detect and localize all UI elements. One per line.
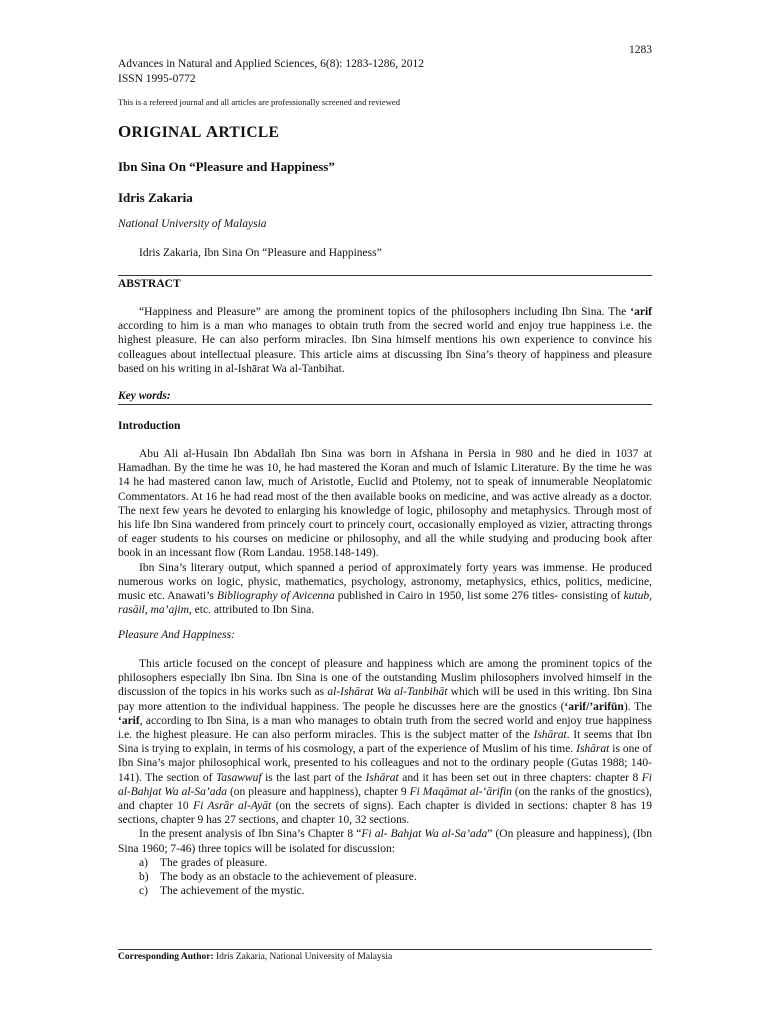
pleasure-paragraph-2: In the present analysis of Ibn Sina’s Chapter 8 “Fi al- Bahjat Wa al-Sa’ada” (On pleasure and happiness), (Ibn Sina 1960; 7-46) three topics will be isolated for discussion: — [118, 828, 652, 855]
corresponding-author: Corresponding Author: Idris Zakaria, National University of Malaysia — [118, 952, 393, 962]
discussion-topics-list — [118, 856, 652, 899]
citation-line: Idris Zakaria, Ibn Sina On “Pleasure and Happiness” — [139, 247, 382, 259]
journal-citation-line: Advances in Natural and Applied Sciences, 6(8): 1283-1286, 2012 — [118, 58, 424, 70]
introduction-heading: Introduction — [118, 420, 181, 432]
refereed-notice: This is a refereed journal and all articles are professionally screened and reviewed — [118, 97, 401, 107]
abstract-text: “Happiness and Pleasure” are among the prominent topics of the philosophers including Ibn Sina. The ‘arif according to him is a man who manages to obtain truth from the secred world and enjoy true happiness i.e. the highest pleasure. He can also perform miracles. Ibn Sina himself mentions his own experience to convince his colleagues about intellectual pleasure. This article aims at discussing Ibn Sina’s theory of happiness and pleasure based on his writing in al-Ishārat Wa al-Tanbihat. — [118, 306, 652, 375]
abstract-heading: ABSTRACT — [118, 278, 181, 290]
divider-keywords — [118, 404, 652, 405]
list-item: a) The grades of pleasure. — [139, 856, 268, 869]
pleasure-happiness-heading: Pleasure And Happiness: — [118, 629, 235, 641]
divider-footer — [118, 949, 652, 950]
intro-paragraph-2: Ibn Sina’s literary output, which spanned a period of approximately forty years was immense. He produced numerous works on logic, physic, mathematics, psychology, astronomy, metaphysics, ethics, politics, medicine, music etc. Anawati’s Bibliography of Avicenna published in Cairo in 1950, list some 276 titles- consisting of kutub, rasāil, ma’ajim, etc. attributed to Ibn Sina. — [118, 561, 653, 617]
journal-info — [118, 57, 424, 86]
list-item: b) The body as an obstacle to the achievement of pleasure. — [139, 871, 417, 884]
list-item: c) The achievement of the mystic. — [139, 885, 305, 898]
issn-line: ISSN 1995-0772 — [118, 72, 196, 85]
pleasure-happiness-body — [118, 657, 652, 898]
introduction-body — [118, 447, 652, 617]
article-type: ORIGINAL ARTICLE — [118, 122, 280, 141]
divider-top — [118, 275, 652, 276]
author-name: Idris Zakaria — [118, 190, 193, 205]
author-affiliation: National University of Malaysia — [118, 218, 267, 230]
keywords-label: Key words: — [118, 390, 171, 402]
pleasure-paragraph-1: This article focused on the concept of pleasure and happiness which are among the prominent topics of the philosophers especially Ibn Sina. Ibn Sina is one of the outstanding Muslim philosophers involved himself in the discussion of the topics in his works such as al-Ishārat Wa al-Tanbihāt which will be used in this writing. Ibn Sina pay more attention to the individual happiness. The people he discusses here are the gnostics (‘arif/’arifūn). The ‘arif, according to Ibn Sina, is a man who manages to obtain truth from the secred world and enjoy true happiness i.e. the highest pleasure. He can also perform miracles. This is the subject matter of the Ishārat. It seems that Ibn Sina is trying to explain, in terms of his cosmology, a part of the experience of Muslim of his time. Ishārat is one of Ibn Sina’s major philosophical work, presented to his colleagues and not to the ordinary people (Gutas 1988; 140-141). The section of Tasawwuf is the last part of the Ishārat and it has been set out in three chapters: chapter 8 Fi al-Bahjat Wa al-Sa’ada (on pleasure and happiness), chapter 9 Fi Maqāmat al-‘ārifin (on the ranks of the gnostics), and chapter 10 Fi Asrār al-Ayāt (on the secrets of signs). Each chapter is divided in sections: chapter 8 has 19 sections, chapter 9 has 27 sections, and chapter 10, 32 sections. — [118, 658, 653, 827]
article-title: Ibn Sina On “Pleasure and Happiness” — [118, 159, 335, 174]
intro-paragraph-1: Abu Ali al-Husain Ibn Abdallah Ibn Sina was born in Afshana in Persia in 980 and he died in 1037 at Hamadhan. By the time he was 10, he had mastered the Koran and much of Islamic Literature. By the time he was 14 he had mastered canon law, much of Aristotle, Euclid and Ptolemy, not to speak of innumerable Neoplatomic Commentators. At 16 he had read most of the then available books on medicine, and was active already as a doctor. The next few years he devoted to enlarging his knowledge of logic, philosophy and metaphysics. Through most of his life Ibn Sina wandered from princely court to princely court, occasionally employed as vizier, attracting throngs of eager students to his courses on medicine or philosophy, and all the while studying and producing book after book in an incessant flow (Rom Landau. 1958.148-149). — [118, 448, 652, 560]
page-number: 1283 — [629, 44, 652, 56]
